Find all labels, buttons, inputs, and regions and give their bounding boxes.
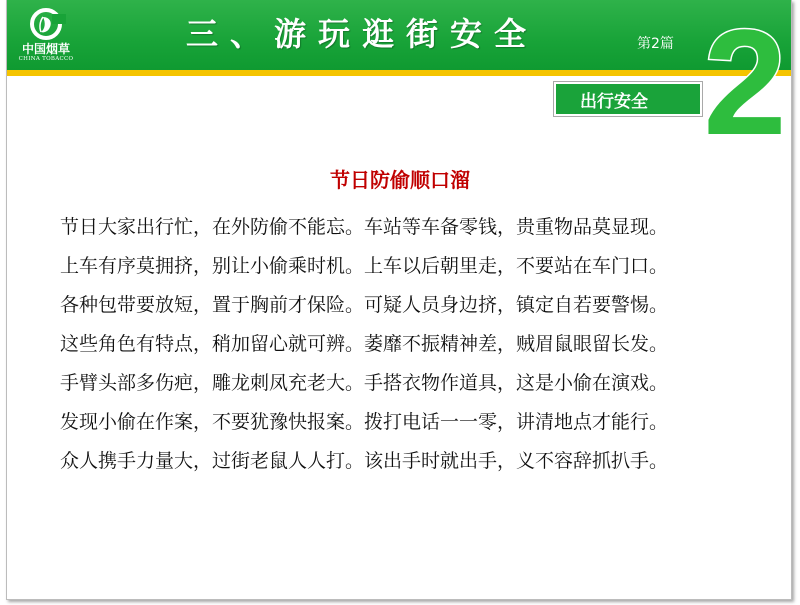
- part-label: 第2篇: [637, 36, 674, 52]
- poem-body: [60, 208, 780, 481]
- poem-title: 节日防偷顺口溜: [330, 168, 470, 192]
- part-number-graphic: [700, 10, 790, 140]
- poem-line: 发现小偷在作案，不要犹豫快报案。拨打电话一一零，讲清地点才能行。: [60, 411, 669, 433]
- page-title: 三、游玩逛街安全: [186, 15, 539, 53]
- logo-chinese-text: 中国烟草: [21, 42, 70, 56]
- poem-line: 手臂头部多伤疤，雕龙刺凤充老大。手搭衣物作道具，这是小偷在演戏。: [60, 372, 669, 394]
- logo-english-text: CHINA TOBACCO: [18, 56, 74, 62]
- poem-line: 节日大家出行忙，在外防偷不能忘。车站等车备零钱，贵重物品莫显现。: [60, 216, 669, 238]
- header-divider: [7, 70, 791, 76]
- poem-line: 各种包带要放短，置于胸前才保险。可疑人员身边挤，镇定自若要警惕。: [60, 294, 669, 316]
- poem-line: 众人携手力量大，过街老鼠人人打。该出手时就出手，义不容辞抓扒手。: [60, 450, 669, 472]
- section-tag: 出行安全: [554, 82, 702, 116]
- tobacco-leaf-logo-icon: [26, 8, 66, 42]
- part-number: 2: [703, 10, 787, 140]
- china-tobacco-logo: [12, 6, 80, 64]
- poem-line: 这些角色有特点，稍加留心就可辨。萎靡不振精神差，贼眉鼠眼留长发。: [60, 333, 669, 355]
- poem-line: 上车有序莫拥挤，别让小偷乘时机。上车以后朝里走，不要站在车门口。: [60, 255, 669, 277]
